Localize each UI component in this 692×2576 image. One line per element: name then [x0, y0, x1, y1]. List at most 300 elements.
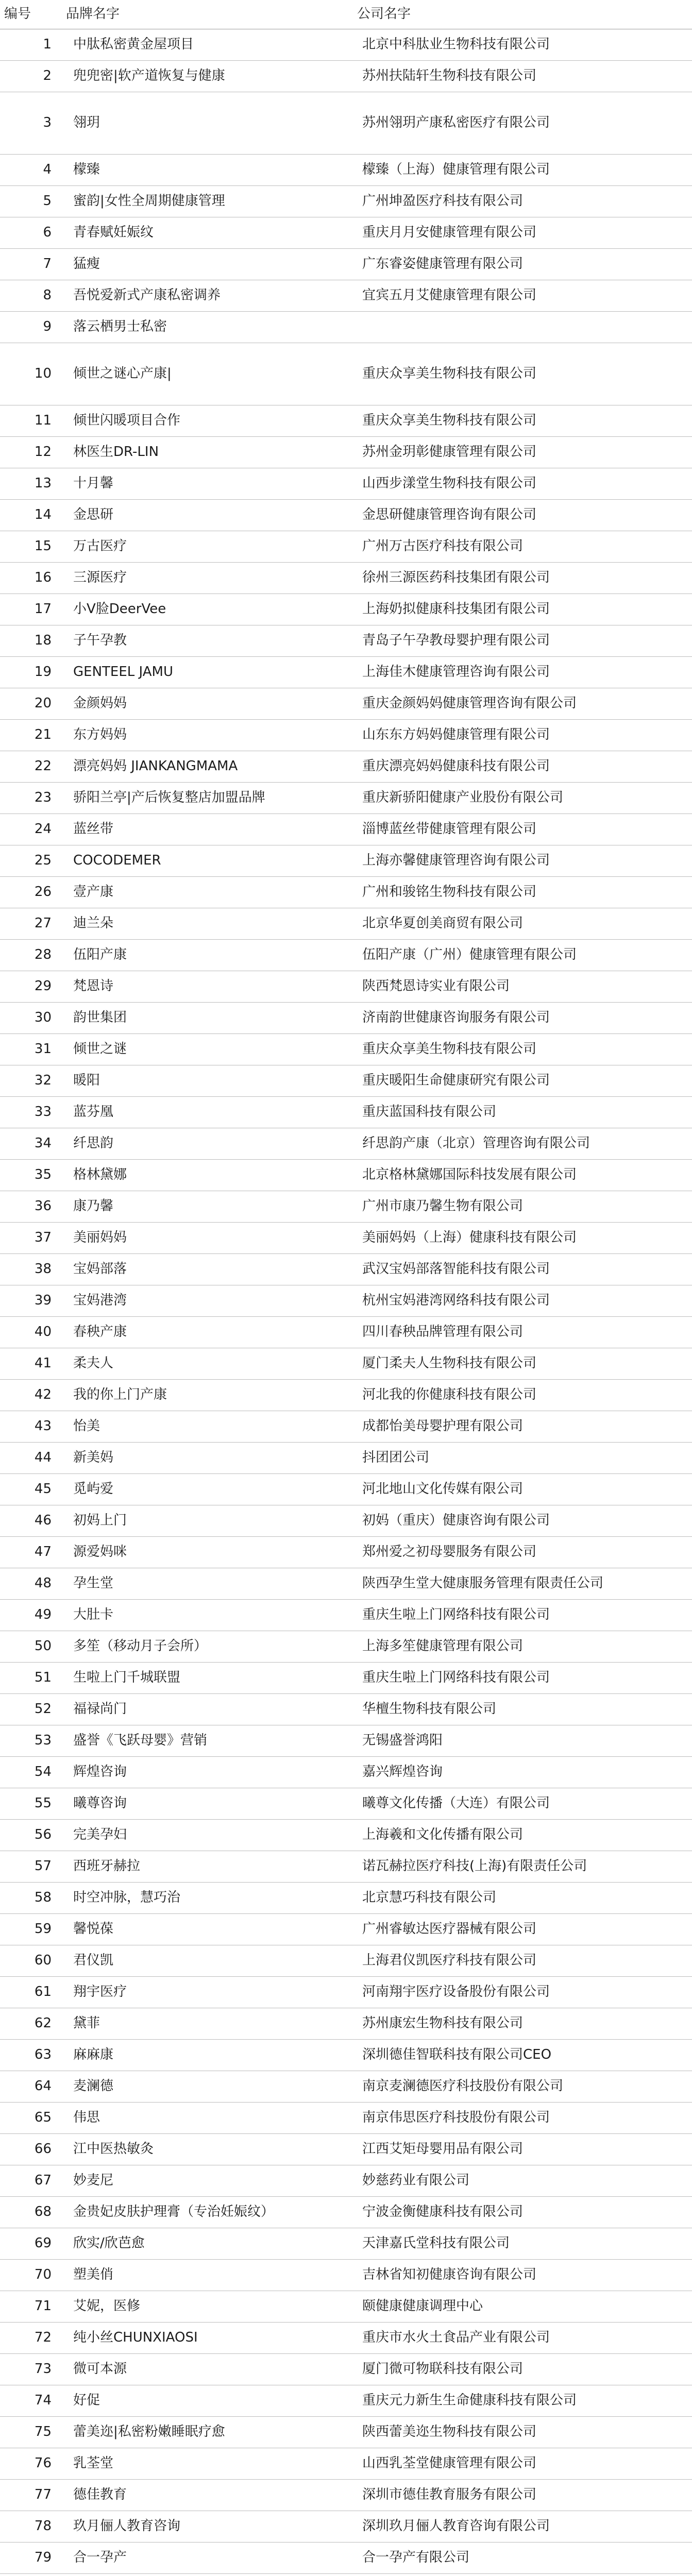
row-number: 51	[0, 1663, 61, 1694]
company-name: 重庆金颜妈妈健康管理咨询有限公司	[352, 688, 692, 720]
row-number: 69	[0, 2228, 61, 2260]
row-number: 36	[0, 1191, 61, 1223]
row-number: 46	[0, 1505, 61, 1537]
table-row	[0, 1034, 692, 1065]
brand-name: 蜜韵|女性全周期健康管理	[61, 186, 352, 217]
company-name: 陕西梵恩诗实业有限公司	[352, 971, 692, 1003]
table-row	[0, 751, 692, 783]
row-number: 8	[0, 280, 61, 312]
brand-name: 骄阳兰亭|产后恢复整店加盟品牌	[61, 783, 352, 814]
table-row	[0, 814, 692, 845]
row-number: 73	[0, 2354, 61, 2385]
brand-name: 纯小丝CHUNXIAOSI	[61, 2323, 352, 2354]
row-number: 6	[0, 217, 61, 249]
company-name: 广州市康乃馨生物有限公司	[352, 1191, 692, 1223]
company-name: 纤思韵产康（北京）管理咨询有限公司	[352, 1128, 692, 1160]
table-row	[0, 2448, 692, 2480]
table-row	[0, 1254, 692, 1285]
company-name: 上海奶拟健康科技集团有限公司	[352, 594, 692, 625]
row-number: 24	[0, 814, 61, 845]
row-number: 70	[0, 2260, 61, 2291]
table-row	[0, 2354, 692, 2385]
brand-name: 馨悦葆	[61, 1914, 352, 1945]
company-name: 深圳玖月俪人教育咨询有限公司	[352, 2511, 692, 2543]
row-number: 30	[0, 1003, 61, 1034]
brand-name: 盛誉《飞跃母婴》营销	[61, 1725, 352, 1757]
brand-name: 时空冲脉，慧巧治	[61, 1883, 352, 1914]
brand-name: 十月馨	[61, 468, 352, 500]
row-number: 39	[0, 1285, 61, 1317]
row-number: 23	[0, 783, 61, 814]
company-name: 重庆生啦上门网络科技有限公司	[352, 1663, 692, 1694]
company-name: 美丽妈妈（上海）健康科技有限公司	[352, 1223, 692, 1254]
table-row	[0, 720, 692, 751]
brand-name: 翔宇医疗	[61, 1977, 352, 2008]
table-row	[0, 2291, 692, 2323]
company-name: 檬臻（上海）健康管理有限公司	[352, 155, 692, 186]
brand-name: 麻麻康	[61, 2040, 352, 2071]
table-row	[0, 437, 692, 468]
company-name: 南京麦澜德医疗科技股份有限公司	[352, 2071, 692, 2103]
row-number: 44	[0, 1443, 61, 1474]
brand-name: 完美孕妇	[61, 1820, 352, 1851]
brand-name: 塑美俏	[61, 2260, 352, 2291]
company-name: 南京伟思医疗科技股份有限公司	[352, 2103, 692, 2134]
row-number: 34	[0, 1128, 61, 1160]
brand-name: 江中医热敏灸	[61, 2134, 352, 2165]
table-row	[0, 2197, 692, 2228]
company-name: 广州万古医疗科技有限公司	[352, 531, 692, 563]
header-company: 公司名字	[352, 0, 692, 29]
brand-name: 源爱妈咪	[61, 1537, 352, 1568]
brand-name: 辉煌咨询	[61, 1757, 352, 1788]
row-number: 79	[0, 2543, 61, 2574]
brand-name: 梵恩诗	[61, 971, 352, 1003]
table-row	[0, 1160, 692, 1191]
table-row	[0, 1945, 692, 1977]
table-row	[0, 1474, 692, 1505]
table-row	[0, 280, 692, 312]
company-name: 苏州金玥彰健康管理有限公司	[352, 437, 692, 468]
company-name: 诺瓦赫拉医疗科技(上海)有限责任公司	[352, 1851, 692, 1883]
company-name: 杭州宝妈港湾网络科技有限公司	[352, 1285, 692, 1317]
brand-name: 曦尊咨询	[61, 1788, 352, 1820]
brand-name: 黛菲	[61, 2008, 352, 2040]
table-row	[0, 1443, 692, 1474]
table-row	[0, 1568, 692, 1600]
table-row	[0, 2134, 692, 2165]
brand-name: 伍阳产康	[61, 940, 352, 971]
brand-name: 妙麦尼	[61, 2165, 352, 2197]
brand-name: COCODEMER	[61, 845, 352, 877]
row-number: 77	[0, 2480, 61, 2511]
company-name: 苏州翎玥产康私密医疗有限公司	[352, 92, 692, 155]
table-row	[0, 1348, 692, 1380]
row-number: 71	[0, 2291, 61, 2323]
brand-name: 暖阳	[61, 1065, 352, 1097]
brand-name: 蓝芬凰	[61, 1097, 352, 1128]
company-name: 天津嘉氏堂科技有限公司	[352, 2228, 692, 2260]
row-number: 4	[0, 155, 61, 186]
company-name: 嘉兴辉煌咨询	[352, 1757, 692, 1788]
row-number: 60	[0, 1945, 61, 1977]
row-number: 41	[0, 1348, 61, 1380]
row-number: 33	[0, 1097, 61, 1128]
table-row	[0, 1537, 692, 1568]
brand-name: 子午孕教	[61, 625, 352, 657]
company-name: 宜宾五月艾健康管理有限公司	[352, 280, 692, 312]
table-row	[0, 405, 692, 437]
table-row	[0, 2260, 692, 2291]
brand-name: 宝妈部落	[61, 1254, 352, 1285]
table-row	[0, 1411, 692, 1443]
brand-name: 乳荃堂	[61, 2448, 352, 2480]
table-row	[0, 1725, 692, 1757]
table-row	[0, 1191, 692, 1223]
table-row	[0, 1631, 692, 1663]
row-number: 12	[0, 437, 61, 468]
row-number: 62	[0, 2008, 61, 2040]
table-row	[0, 61, 692, 92]
company-name: 重庆漂亮妈妈健康科技有限公司	[352, 751, 692, 783]
brand-name: 微可本源	[61, 2354, 352, 2385]
row-number: 75	[0, 2417, 61, 2448]
company-name: 重庆元力新生生命健康科技有限公司	[352, 2385, 692, 2417]
table-row	[0, 1977, 692, 2008]
company-name: 厦门柔夫人生物科技有限公司	[352, 1348, 692, 1380]
company-name: 广州睿敏达医疗器械有限公司	[352, 1914, 692, 1945]
company-name: 上海佳木健康管理咨询有限公司	[352, 657, 692, 688]
company-name: 重庆市水火土食品产业有限公司	[352, 2323, 692, 2354]
brand-name: 翎玥	[61, 92, 352, 155]
table-row	[0, 343, 692, 405]
row-number: 74	[0, 2385, 61, 2417]
row-number: 52	[0, 1694, 61, 1725]
table-row	[0, 563, 692, 594]
row-number: 56	[0, 1820, 61, 1851]
row-number: 58	[0, 1883, 61, 1914]
row-number: 1	[0, 29, 61, 61]
row-number: 48	[0, 1568, 61, 1600]
table-row	[0, 531, 692, 563]
row-number: 35	[0, 1160, 61, 1191]
brand-name: 我的你上门产康	[61, 1380, 352, 1411]
brand-name: 吾悦爱新式产康私密调养	[61, 280, 352, 312]
row-number: 54	[0, 1757, 61, 1788]
row-number: 53	[0, 1725, 61, 1757]
brand-name: 好促	[61, 2385, 352, 2417]
company-name: 成都怡美母婴护理有限公司	[352, 1411, 692, 1443]
table-row	[0, 1788, 692, 1820]
row-number: 45	[0, 1474, 61, 1505]
company-name: 广东睿姿健康管理有限公司	[352, 249, 692, 280]
company-name: 上海亦馨健康管理咨询有限公司	[352, 845, 692, 877]
table-row	[0, 1097, 692, 1128]
row-number: 64	[0, 2071, 61, 2103]
table-row	[0, 2103, 692, 2134]
brand-name	[61, 2574, 352, 2576]
table-row	[0, 1883, 692, 1914]
company-name: 山西步漾堂生物科技有限公司	[352, 468, 692, 500]
table-row	[0, 2417, 692, 2448]
row-number: 11	[0, 405, 61, 437]
company-name: 陕西蕾美迩生物科技有限公司	[352, 2417, 692, 2448]
company-name: 济南韵世健康咨询服务有限公司	[352, 1003, 692, 1034]
table-row	[0, 783, 692, 814]
row-number: 78	[0, 2511, 61, 2543]
row-number: 22	[0, 751, 61, 783]
table-row	[0, 1065, 692, 1097]
brand-name: 倾世闪暖项目合作	[61, 405, 352, 437]
company-name: 江西艾矩母婴用品有限公司	[352, 2134, 692, 2165]
table-row	[0, 2323, 692, 2354]
company-name: 重庆众享美生物科技有限公司	[352, 405, 692, 437]
table-row	[0, 1003, 692, 1034]
table-row	[0, 845, 692, 877]
brand-name: 麦澜德	[61, 2071, 352, 2103]
table-row	[0, 1914, 692, 1945]
company-name: 广州坤盈医疗科技有限公司	[352, 186, 692, 217]
table-row	[0, 1505, 692, 1537]
row-number: 66	[0, 2134, 61, 2165]
table-row	[0, 940, 692, 971]
brand-name: 中肽私密黄金屋项目	[61, 29, 352, 61]
company-name: 北京中科肽业生物科技有限公司	[352, 29, 692, 61]
company-name: 四川春秧品牌管理有限公司	[352, 1317, 692, 1348]
row-number: 37	[0, 1223, 61, 1254]
company-name: 陕西孕生堂大健康服务管理有限责任公司	[352, 1568, 692, 1600]
row-number	[0, 2574, 61, 2576]
brand-name: 青春赋妊娠纹	[61, 217, 352, 249]
row-number: 32	[0, 1065, 61, 1097]
brand-name: 壹产康	[61, 877, 352, 908]
company-name: 河北地山文化传媒有限公司	[352, 1474, 692, 1505]
table-row	[0, 29, 692, 61]
brand-name: 迪兰朵	[61, 908, 352, 940]
company-name: 华檀生物科技有限公司	[352, 1694, 692, 1725]
header-num: 编号	[0, 0, 61, 29]
brand-name: 艾妮，医修	[61, 2291, 352, 2323]
brand-name: 倾世之谜	[61, 1034, 352, 1065]
row-number: 72	[0, 2323, 61, 2354]
company-name: 厦门微可物联科技有限公司	[352, 2354, 692, 2385]
table-row	[0, 1600, 692, 1631]
row-number: 38	[0, 1254, 61, 1285]
company-name: 曦尊文化传播（大连）有限公司	[352, 1788, 692, 1820]
brand-name: 宝妈港湾	[61, 1285, 352, 1317]
table-row	[0, 877, 692, 908]
table-row	[0, 657, 692, 688]
brand-name: 玖月俪人教育咨询	[61, 2511, 352, 2543]
brand-name: 纤思韵	[61, 1128, 352, 1160]
row-number: 47	[0, 1537, 61, 1568]
row-number: 9	[0, 312, 61, 343]
table-row	[0, 155, 692, 186]
table-row	[0, 500, 692, 531]
row-number: 68	[0, 2197, 61, 2228]
company-name: 北京慧巧科技有限公司	[352, 1883, 692, 1914]
brand-name: 三源医疗	[61, 563, 352, 594]
company-name: 武汉宝妈部落智能科技有限公司	[352, 1254, 692, 1285]
company-name: 深圳市德佳教育服务有限公司	[352, 2480, 692, 2511]
row-number: 43	[0, 1411, 61, 1443]
company-name: 重庆众享美生物科技有限公司	[352, 343, 692, 405]
table-row	[0, 2008, 692, 2040]
company-name: 重庆暖阳生命健康研究有限公司	[352, 1065, 692, 1097]
table-row	[0, 594, 692, 625]
table-row	[0, 2543, 692, 2574]
row-number: 57	[0, 1851, 61, 1883]
company-name: 抖团团公司	[352, 1443, 692, 1474]
row-number: 16	[0, 563, 61, 594]
row-number: 76	[0, 2448, 61, 2480]
table-row	[0, 1317, 692, 1348]
row-number: 29	[0, 971, 61, 1003]
table-row	[0, 2511, 692, 2543]
table-row	[0, 186, 692, 217]
row-number: 26	[0, 877, 61, 908]
row-number: 3	[0, 92, 61, 155]
brand-name: 兜兜密|软产道恢复与健康	[61, 61, 352, 92]
header-brand: 品牌名字	[61, 0, 352, 29]
table-row	[0, 1380, 692, 1411]
row-number: 42	[0, 1380, 61, 1411]
brand-name: 君仪凯	[61, 1945, 352, 1977]
company-name: 伍阳产康（广州）健康管理有限公司	[352, 940, 692, 971]
table-row	[0, 1223, 692, 1254]
brand-name: 伟思	[61, 2103, 352, 2134]
company-name: 重庆月月安健康管理有限公司	[352, 217, 692, 249]
brand-name: 合一孕产	[61, 2543, 352, 2574]
brand-name: 德佳教育	[61, 2480, 352, 2511]
table-row	[0, 1757, 692, 1788]
brand-name: 漂亮妈妈 JIANKANGMAMA	[61, 751, 352, 783]
company-name: 妙慈药业有限公司	[352, 2165, 692, 2197]
company-name: 北京格林黛娜国际科技发展有限公司	[352, 1160, 692, 1191]
company-name: 郑州爱之初母婴服务有限公司	[352, 1537, 692, 1568]
table-row	[0, 217, 692, 249]
row-number: 21	[0, 720, 61, 751]
company-name: 重庆蓝国科技有限公司	[352, 1097, 692, 1128]
table-row	[0, 2165, 692, 2197]
brand-name: 康乃馨	[61, 1191, 352, 1223]
brand-name: 大肚卡	[61, 1600, 352, 1631]
row-number: 18	[0, 625, 61, 657]
row-number: 31	[0, 1034, 61, 1065]
company-name: 上海羲和文化传播有限公司	[352, 1820, 692, 1851]
company-name: 深圳德佳智联科技有限公司CEO	[352, 2040, 692, 2071]
company-name: 重庆新骄阳健康产业股份有限公司	[352, 783, 692, 814]
brand-name: 多笙（移动月子会所）	[61, 1631, 352, 1663]
company-name: 山西乳荃堂健康管理有限公司	[352, 2448, 692, 2480]
brand-name: 柔夫人	[61, 1348, 352, 1380]
company-name: 河北我的你健康科技有限公司	[352, 1380, 692, 1411]
row-number: 40	[0, 1317, 61, 1348]
company-name: 苏州康宏生物科技有限公司	[352, 2008, 692, 2040]
brand-name: 猛瘦	[61, 249, 352, 280]
company-name: 广州和骏铭生物科技有限公司	[352, 877, 692, 908]
brand-name: 檬臻	[61, 155, 352, 186]
brand-name: 格林黛娜	[61, 1160, 352, 1191]
row-number: 10	[0, 343, 61, 405]
brand-name: 小V脸DeerVee	[61, 594, 352, 625]
brand-name: 金思研	[61, 500, 352, 531]
company-name: 苏州扶陆轩生物科技有限公司	[352, 61, 692, 92]
brand-name: 金颜妈妈	[61, 688, 352, 720]
table-row	[0, 2071, 692, 2103]
brand-name: 初妈上门	[61, 1505, 352, 1537]
brand-name: 春秧产康	[61, 1317, 352, 1348]
table-row	[0, 2574, 692, 2576]
brand-name: 怡美	[61, 1411, 352, 1443]
table-row	[0, 312, 692, 343]
company-name: 青岛子午孕教母婴护理有限公司	[352, 625, 692, 657]
row-number: 28	[0, 940, 61, 971]
table-row	[0, 2228, 692, 2260]
brand-name: GENTEEL JAMU	[61, 657, 352, 688]
brand-name: 蕾美迩|私密粉嫩睡眠疗愈	[61, 2417, 352, 2448]
company-name: 重庆生啦上门网络科技有限公司	[352, 1600, 692, 1631]
table-row	[0, 92, 692, 155]
row-number: 50	[0, 1631, 61, 1663]
brand-name: 林医生DR-LIN	[61, 437, 352, 468]
brand-name: 孕生堂	[61, 1568, 352, 1600]
brand-name: 金贵妃皮肤护理膏（专治妊娠纹）	[61, 2197, 352, 2228]
row-number: 19	[0, 657, 61, 688]
row-number: 49	[0, 1600, 61, 1631]
row-number: 14	[0, 500, 61, 531]
company-name: 宁波金衡健康科技有限公司	[352, 2197, 692, 2228]
company-name: 山东东方妈妈健康管理有限公司	[352, 720, 692, 751]
brand-name: 东方妈妈	[61, 720, 352, 751]
company-name: 合一孕产有限公司	[352, 2543, 692, 2574]
row-number: 20	[0, 688, 61, 720]
company-name	[352, 312, 692, 343]
table-body	[0, 29, 692, 2576]
row-number: 61	[0, 1977, 61, 2008]
company-name: 上海多笙健康管理有限公司	[352, 1631, 692, 1663]
table-row	[0, 1820, 692, 1851]
row-number: 15	[0, 531, 61, 563]
brand-name: 觅屿爱	[61, 1474, 352, 1505]
company-name: 吉林省知初健康咨询有限公司	[352, 2260, 692, 2291]
company-name: 河南翔宇医疗设备股份有限公司	[352, 1977, 692, 2008]
brand-name: 万古医疗	[61, 531, 352, 563]
table-row	[0, 2385, 692, 2417]
row-number: 17	[0, 594, 61, 625]
brand-name: 倾世之谜心产康|	[61, 343, 352, 405]
row-number: 25	[0, 845, 61, 877]
row-number: 65	[0, 2103, 61, 2134]
brand-name: 福禄尚门	[61, 1694, 352, 1725]
company-name: 无锡盛誉鸿阳	[352, 1725, 692, 1757]
row-number: 13	[0, 468, 61, 500]
company-name: 淄博蓝丝带健康管理有限公司	[352, 814, 692, 845]
table-row	[0, 625, 692, 657]
table-row	[0, 249, 692, 280]
brand-name: 美丽妈妈	[61, 1223, 352, 1254]
table-row	[0, 1128, 692, 1160]
table-row	[0, 2040, 692, 2071]
table-row	[0, 1694, 692, 1725]
company-name: 上海君仪凯医疗科技有限公司	[352, 1945, 692, 1977]
brand-name: 新美妈	[61, 1443, 352, 1474]
brand-name: 蓝丝带	[61, 814, 352, 845]
table-row	[0, 1285, 692, 1317]
company-name: 金思研健康管理咨询有限公司	[352, 500, 692, 531]
table-row	[0, 688, 692, 720]
company-name	[352, 2574, 692, 2576]
